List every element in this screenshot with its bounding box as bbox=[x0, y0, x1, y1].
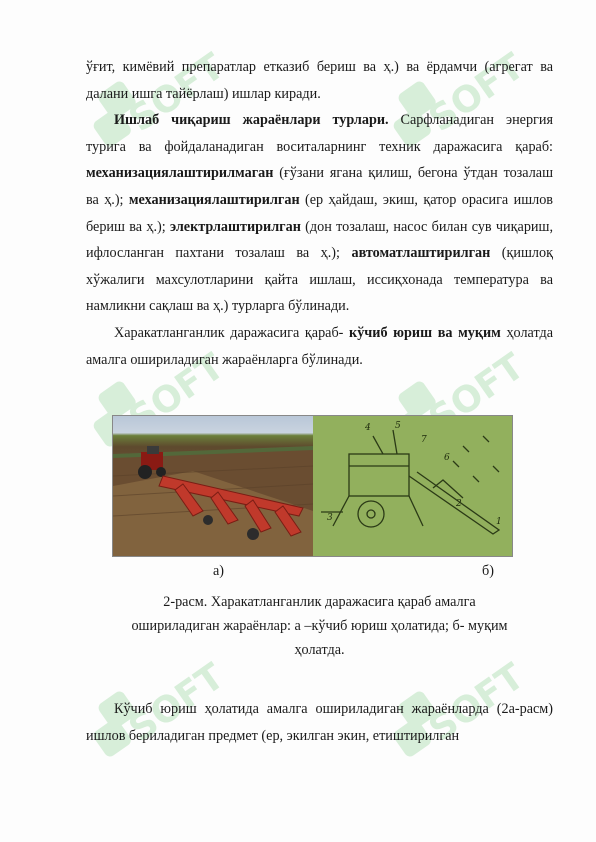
body-text-top bbox=[86, 54, 553, 373]
paragraph-4: Кўчиб юриш ҳолатида амалга ошириладиган жараёнларда (2а-расм) ишлов бериладиган предмет (ер, экилган экин, етиштирилган bbox=[86, 701, 553, 744]
p2-text5: (қишлоқ хўжалиги махсулотларини қайта ишлаш, иссиқхонада температура ва намликни сақлаш ва ҳ.) турларга бўлинади. bbox=[86, 245, 553, 315]
caption-line2: ошириладиган жараёнлар: а –кўчиб юриш ҳолатида; б- муқим bbox=[131, 618, 508, 634]
heading-process-types: Ишлаб чиқариш жараёнлари турлари. bbox=[114, 112, 389, 129]
figure-2 bbox=[112, 415, 513, 557]
callout-3: 3 bbox=[327, 513, 333, 523]
tractor-plough-photo bbox=[113, 416, 313, 556]
caption-line1: 2-расм. Харакатланганлик даражасига қараб амалга bbox=[163, 594, 476, 610]
figure-caption bbox=[86, 590, 553, 662]
term-electrified: электрлаштирилган bbox=[169, 218, 301, 235]
paragraph-1 bbox=[86, 54, 553, 107]
term-non-mechanized: механизациялаштирилмаган bbox=[86, 165, 274, 182]
p2-text1: Сарфланадиган энергия турига ва фойдаланадиган воситаларнинг техник даражасига қараб: bbox=[86, 112, 553, 155]
svg-text:SOFT: SOFT bbox=[121, 346, 220, 441]
callout-4: 4 bbox=[365, 423, 371, 433]
paragraph-3 bbox=[86, 320, 553, 373]
callout-1: 1 bbox=[496, 517, 502, 527]
stationary-machine-diagram bbox=[313, 416, 512, 556]
p1-line1: ўғит, кимёвий препаратлар етказиб бериш ва ҳ.) ва ёрдамчи (агрегат bbox=[86, 59, 533, 75]
figure-label-b: б) bbox=[482, 563, 494, 579]
figure-label-a: а) bbox=[213, 563, 225, 579]
p2-text2: (ғўзани ягана қилиш, бегона ўтдан тозалаш ва ҳ.); bbox=[86, 165, 553, 208]
paragraph-2 bbox=[86, 107, 553, 320]
callout-6: 6 bbox=[444, 453, 450, 463]
body-text-bottom bbox=[86, 696, 553, 749]
p1-line2: ва далани ишга тайёрлаш) ишлар киради. bbox=[86, 59, 554, 102]
term-automated: автоматлаштирилган bbox=[351, 245, 491, 262]
callout-7: 7 bbox=[421, 435, 427, 445]
p2-text3: (ер ҳайдаш, экиш, қатор орасига ишлов бериш ва ҳ.); bbox=[86, 191, 553, 235]
svg-text:SOFT: SOFT bbox=[121, 656, 220, 751]
svg-text:SOFT: SOFT bbox=[121, 46, 220, 141]
callout-2: 2 bbox=[456, 499, 462, 509]
p2-text4: (дон тозалаш, насос билан сув чиқариш, ифлосланган пахтани тозалаш ва ҳ.); bbox=[86, 218, 553, 262]
caption-line3: ҳолатда. bbox=[294, 642, 345, 658]
svg-text:SOFT: SOFT bbox=[421, 46, 520, 141]
callout-5: 5 bbox=[395, 421, 401, 431]
p3-text1: Харакатланганлик даражасига қараб- bbox=[114, 324, 350, 341]
term-mechanized: механизациялаштирилган bbox=[128, 191, 300, 208]
svg-text:SOFT: SOFT bbox=[421, 656, 520, 751]
p3-text2: ҳолатда амалга ошириладиган жараёнларга бўлинади. bbox=[86, 324, 554, 368]
term-mobile-stationary: кўчиб юриш ва муқим bbox=[349, 324, 501, 341]
svg-text:SOFT: SOFT bbox=[421, 346, 520, 441]
